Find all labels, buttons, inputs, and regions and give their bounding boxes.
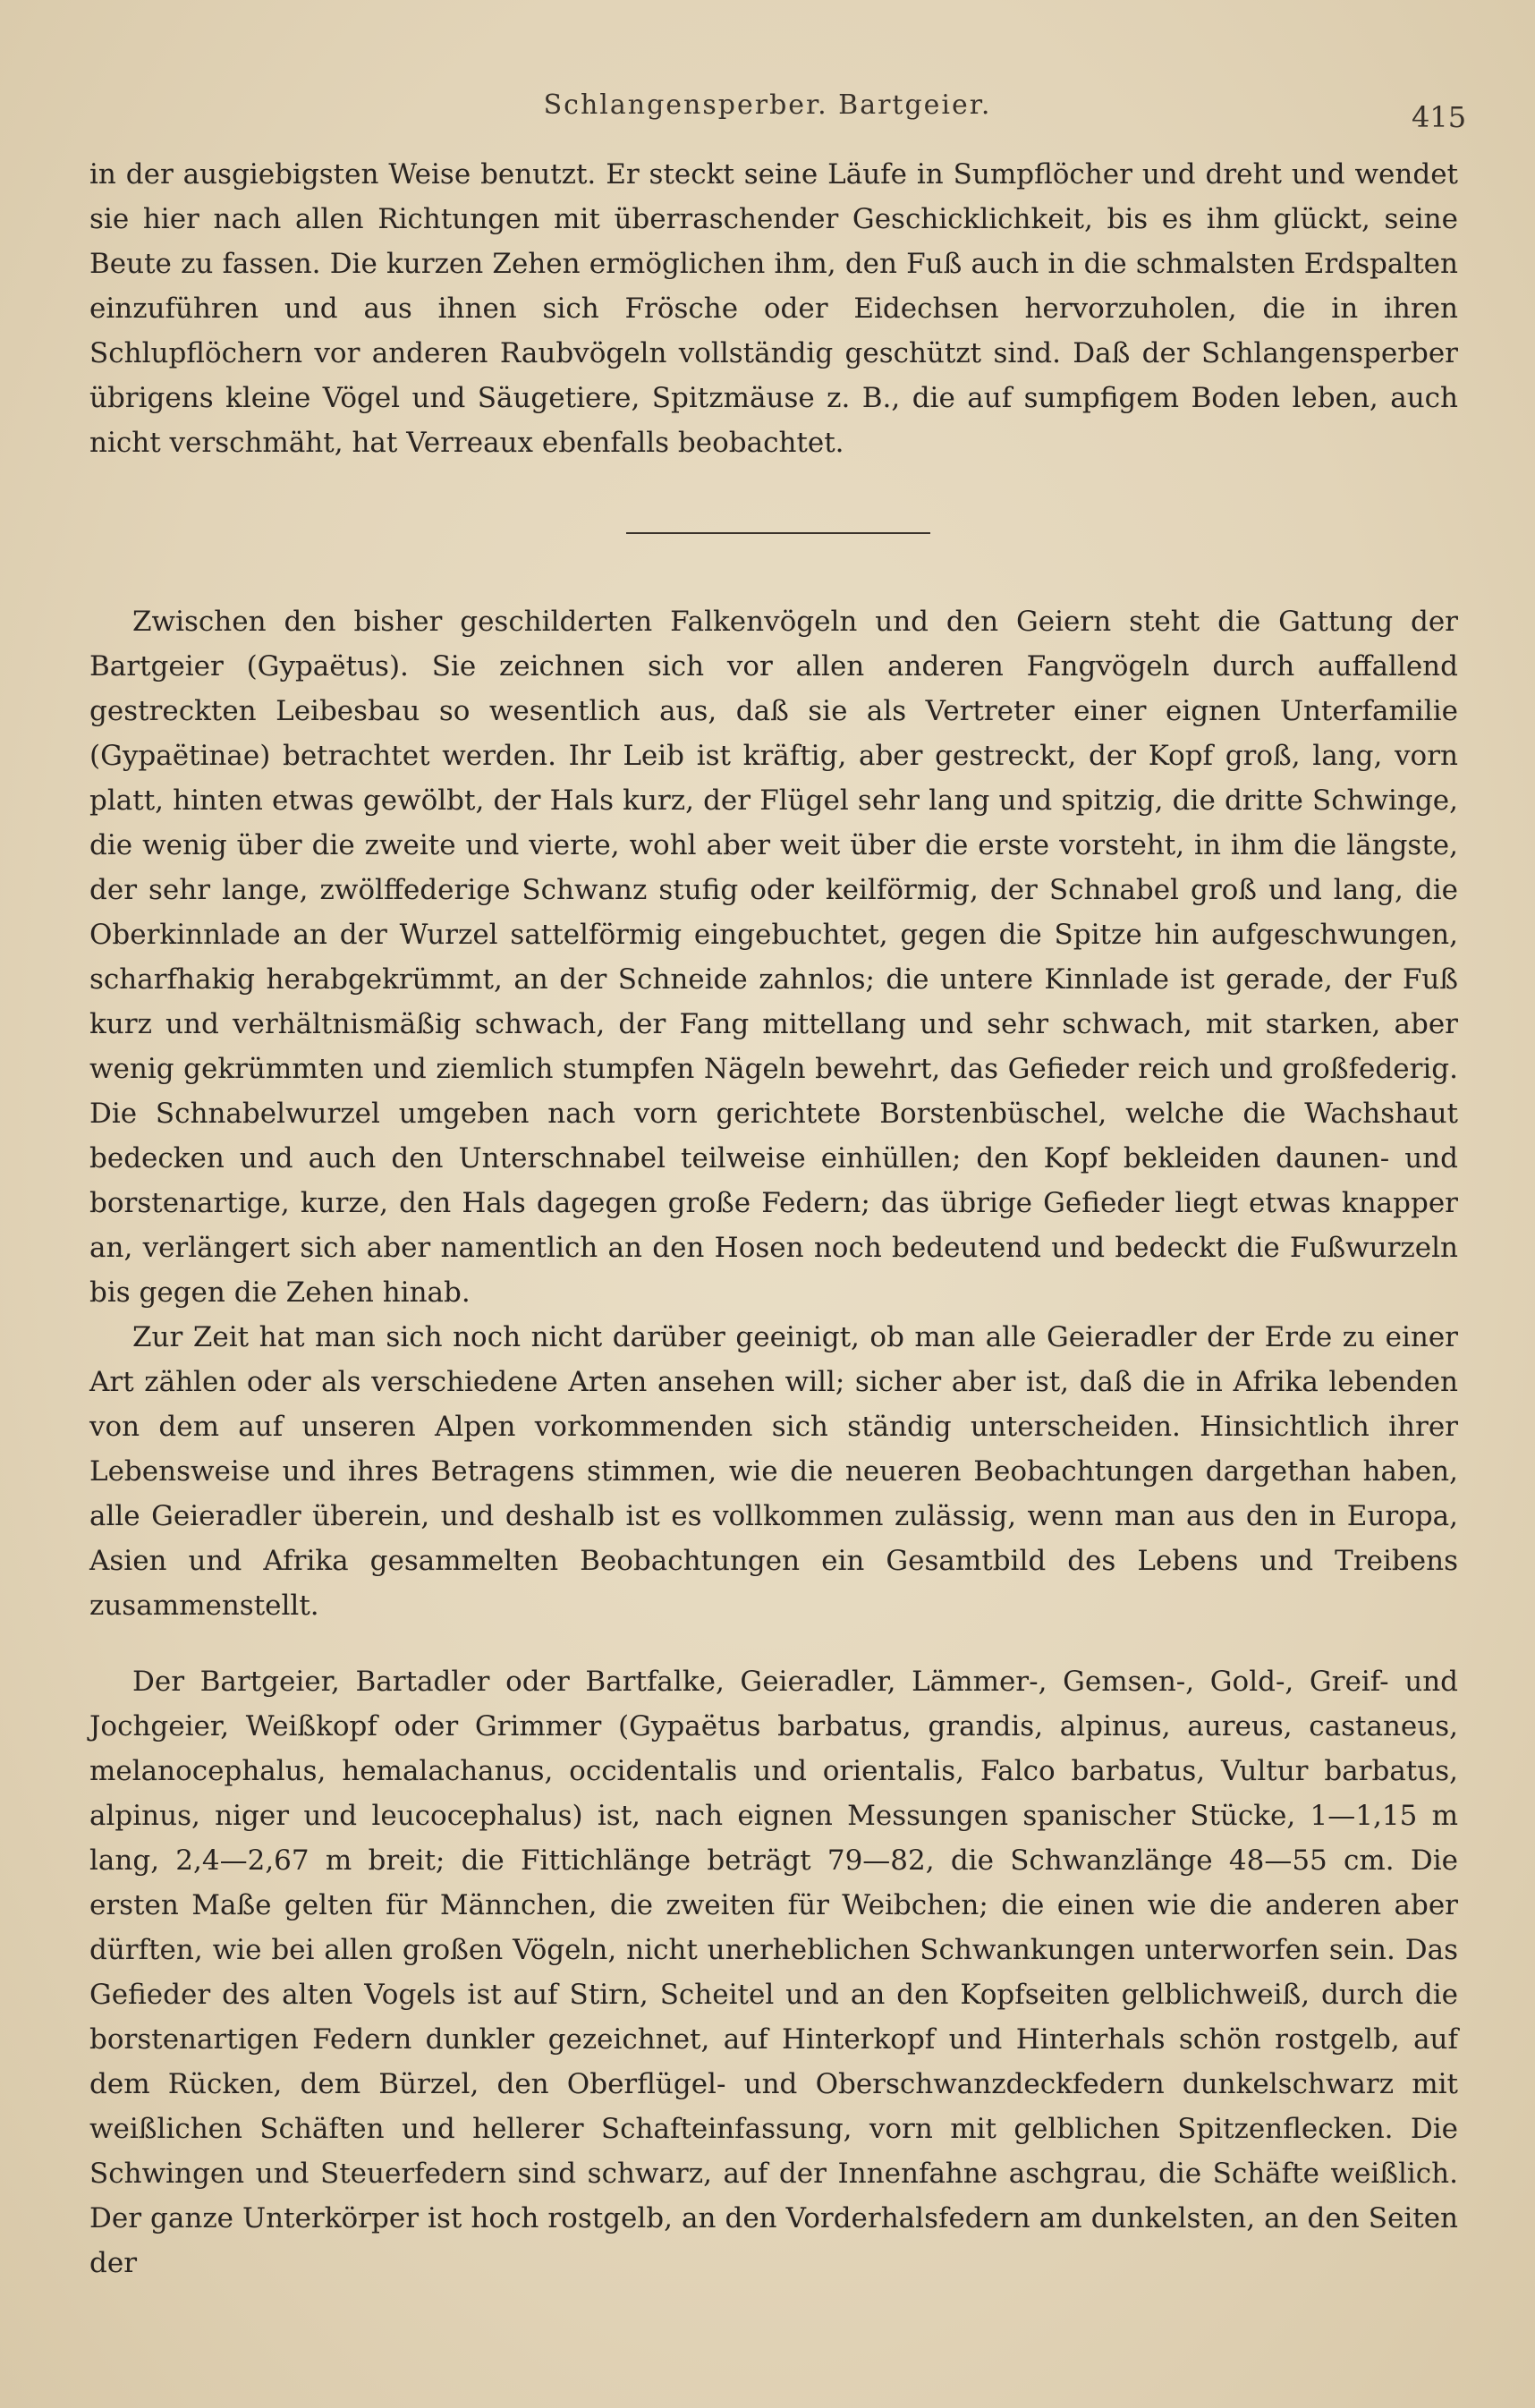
paragraph-species-description: Der Bartgeier, Bartadler oder Bartfalke, Geieradler, Lämmer-, Gemsen-, Gold-, Greif- und Jochgeier, Weißkopf oder Grimmer (Gypaëtus barbatus, grandis, alpinus, aureus, castaneus, melanocephalus, hemalachanus, occidentalis und orientalis, Falco barbatus, Vultur barbatus, alpinus, niger und leucocephalus) ist, nach eignen Messungen spanischer Stücke, 1—1,15 m lang, 2,4—2,67 m breit; die Fittichlänge beträgt 79—82, die Schwanzlänge 48—55 cm. Die ersten Maße gelten für Männchen, die zweiten für Weibchen; die einen wie die anderen aber dürften, wie bei allen großen Vögeln, nicht unerheblichen Schwankungen unterworfen sein. Das Gefieder des alten Vogels ist auf Stirn, Scheitel und an den Kopfseiten gelblichweiß, durch die borstenartigen Federn dunkler gezeichnet, auf Hinterkopf und Hinterhals schön rostgelb, auf dem Rücken, dem Bürzel, den Oberflügel- und Oberschwanzdeckfedern dunkelschwarz mit weißlichen Schäften und hellerer Schafteinfassung, vorn mit gelblichen Spitzenflecken. Die Schwingen und Steuerfedern sind schwarz, auf der Innenfahne aschgrau, die Schäfte weißlich. Der ganze Unterkörper ist hoch rostgelb, an den Vorderhalsfedern am dunkelsten, an den Seiten der [89, 1666, 1458, 2279]
section-divider [626, 532, 930, 534]
paragraph-genus-description: Zwischen den bisher geschilderten Falkenvögeln und den Geiern steht die Gattung der Bartgeier (Gypaëtus). Sie zeichnen sich vor allen anderen Fangvögeln durch auffallend gestreckten Leibesbau so wesentlich aus, daß sie als Vertreter einer eignen Unterfamilie (Gypaëtinae) betrachtet werden. Ihr Leib ist kräftig, aber gestreckt, der Kopf groß, lang, vorn platt, hinten etwas gewölbt, der Hals kurz, der Flügel sehr lang und spitzig, die dritte Schwinge, die wenig über die zweite und vierte, wohl aber weit über die erste vorsteht, in ihm die längste, der sehr lange, zwölffederige Schwanz stufig oder keilförmig, der Schnabel groß und lang, die Oberkinnlade an der Wurzel sattelförmig eingebuchtet, gegen die Spitze hin aufgeschwungen, scharfhakig herabgekrümmt, an der Schneide zahnlos; die untere Kinnlade ist gerade, der Fuß kurz und verhältnismäßig schwach, der Fang mittellang und sehr schwach, mit starken, aber wenig gekrümmten und ziemlich stumpfen Nägeln bewehrt, das Gefieder reich und großfederig. Die Schnabelwurzel umgeben nach vorn gerichtete Borstenbüschel, welche die Wachshaut bedecken und auch den Unterschnabel teilweise einhüllen; den Kopf bekleiden daunen- und borstenartige, kurze, den Hals dagegen große Federn; das übrige Gefieder liegt etwas knapper an, verlängert sich aber namentlich an den Hosen noch bedeutend und bedeckt die Fußwurzeln bis gegen die Zehen hinab. [89, 606, 1458, 1309]
text-block-species [89, 1659, 1458, 2285]
page-number: 415 [1412, 100, 1467, 134]
text-block-genus [89, 599, 1458, 1628]
running-head: Schlangensperber. Bartgeier. [543, 89, 992, 121]
text-block-top [89, 152, 1458, 465]
paragraph-species-question: Zur Zeit hat man sich noch nicht darüber geeinigt, ob man alle Geieradler der Erde zu einer Art zählen oder als verschiedene Arten ansehen will; sicher aber ist, daß die in Afrika lebenden von dem auf unseren Alpen vorkommenden sich ständig unterscheiden. Hinsichtlich ihrer Lebensweise und ihres Betragens stimmen, wie die neueren Beobachtungen dargethan haben, alle Geieradler überein, und deshalb ist es vollkommen zulässig, wenn man aus den in Europa, Asien und Afrika gesammelten Beobachtungen ein Gesamtbild des Lebens und Treibens zusammenstellt. [89, 1321, 1458, 1622]
paragraph-continuation: in der ausgiebigsten Weise benutzt. Er steckt seine Läufe in Sumpflöcher und dreht und wendet sie hier nach allen Richtungen mit überraschender Geschicklichkeit, bis es ihm glückt, seine Beute zu fassen. Die kurzen Zehen ermöglichen ihm, den Fuß auch in die schmalsten Erdspalten einzuführen und aus ihnen sich Frösche oder Eidechsen hervorzuholen, die in ihren Schlupflöchern vor anderen Raubvögeln vollständig geschützt sind. Daß der Schlangensperber übrigens kleine Vögel und Säugetiere, Spitzmäuse z. B., die auf sumpfigem Boden leben, auch nicht verschmäht, hat Verreaux ebenfalls beobachtet. [89, 158, 1458, 459]
